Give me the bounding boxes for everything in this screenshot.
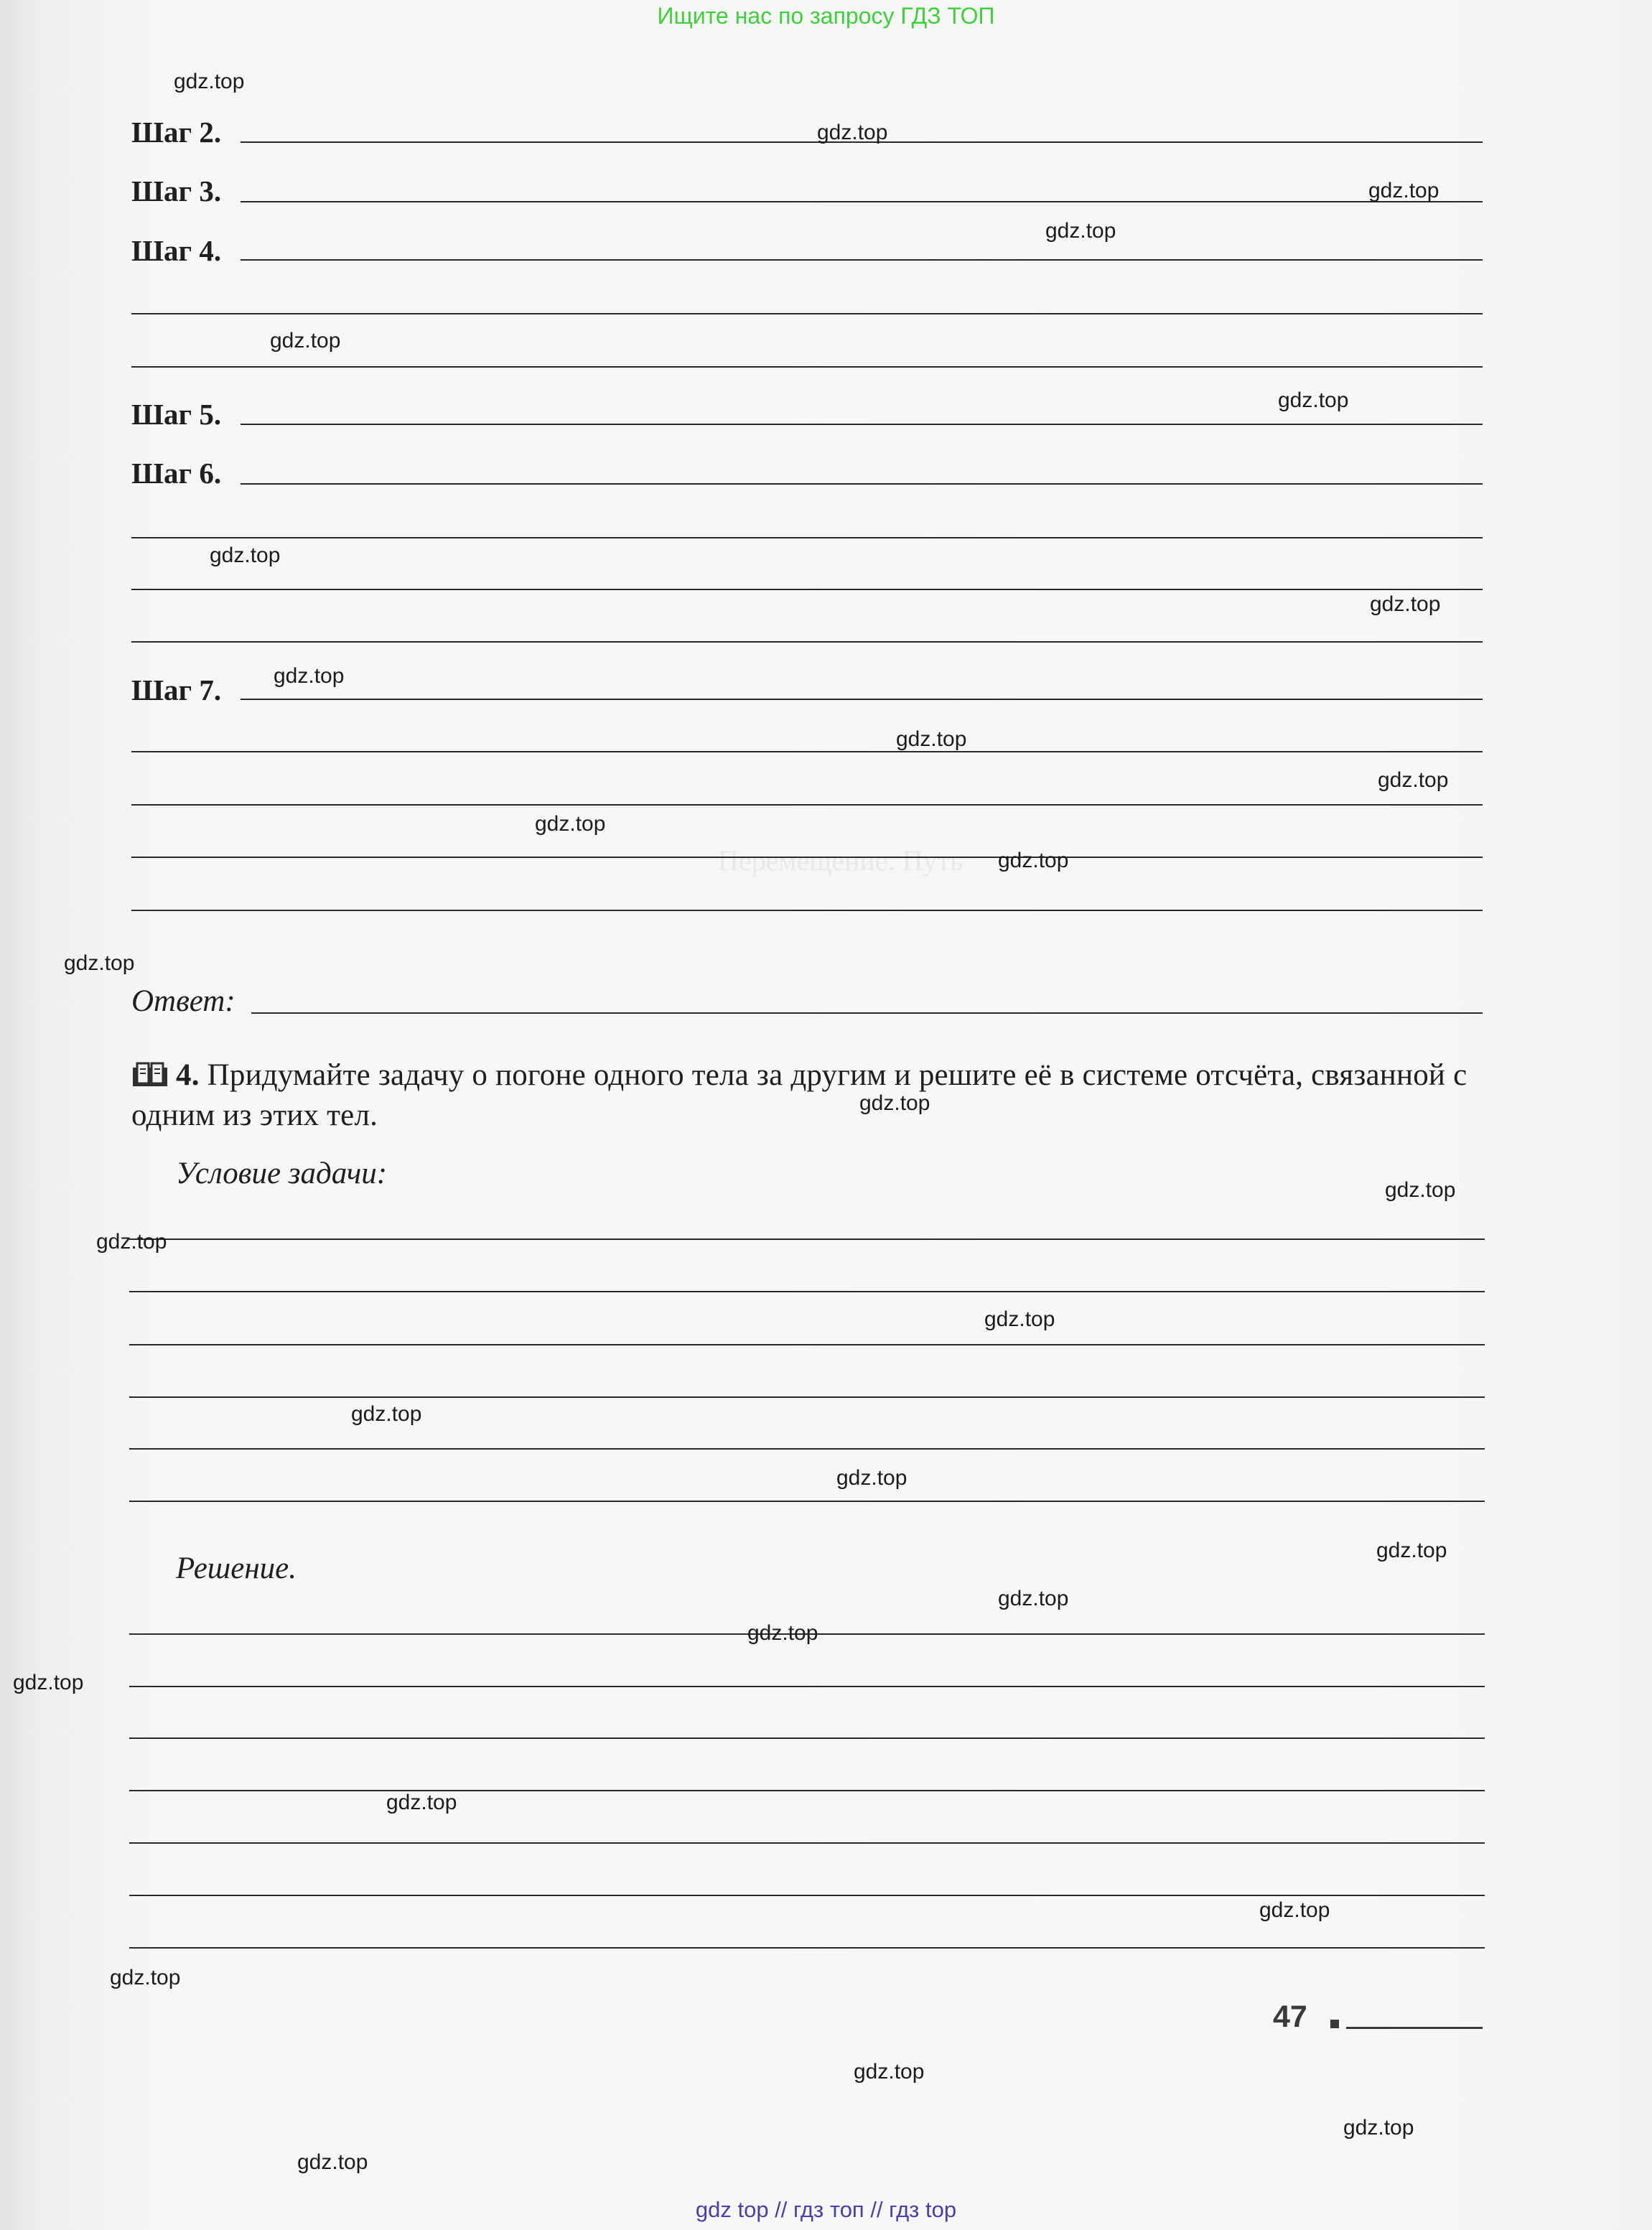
watermark: gdz.top: [210, 543, 281, 567]
answer-line[interactable]: [129, 1842, 1485, 1844]
page-number: 47: [1273, 2000, 1307, 2034]
watermark: gdz.top: [1045, 219, 1116, 243]
answer-line[interactable]: [129, 1790, 1485, 1791]
answer-line[interactable]: [129, 1448, 1485, 1450]
step-3-label: Шаг 3.: [131, 174, 222, 207]
answer-line[interactable]: [131, 366, 1483, 368]
task-text: Придумайте задачу о погоне одного тела за другим и решите её в системе отсчёта, связанной с одним из этих тел.: [131, 1058, 1467, 1132]
answer-line[interactable]: [131, 910, 1483, 911]
watermark: gdz.top: [1259, 1898, 1330, 1922]
answer-label: Ответ:: [131, 984, 235, 1018]
answer-line[interactable]: [251, 1012, 1483, 1014]
watermark: gdz.top: [1385, 1178, 1456, 1202]
watermark: gdz.top: [297, 2150, 368, 2174]
condition-label: Условие задачи:: [176, 1157, 388, 1190]
watermark: gdz.top: [817, 121, 888, 144]
bleed-through: Перемещение. Путь: [718, 844, 963, 877]
watermark: gdz.top: [351, 1402, 422, 1426]
answer-line[interactable]: [131, 537, 1483, 538]
task-number: 4.: [176, 1058, 200, 1092]
step-5-label: Шаг 5.: [131, 398, 222, 431]
answer-line[interactable]: [129, 1895, 1485, 1896]
answer-line[interactable]: [131, 857, 1483, 858]
watermark: gdz.top: [535, 812, 606, 836]
answer-line[interactable]: [129, 1737, 1485, 1739]
answer-line[interactable]: [129, 1686, 1485, 1687]
step-2-label: Шаг 2.: [131, 116, 222, 149]
solution-label: Решение.: [176, 1552, 297, 1585]
answer-line[interactable]: [241, 699, 1483, 700]
watermark: gdz.top: [386, 1791, 457, 1814]
page-number-rule: [1346, 2027, 1483, 2029]
watermark: gdz.top: [1368, 179, 1439, 202]
answer-line[interactable]: [129, 1344, 1485, 1345]
watermark: gdz.top: [984, 1307, 1055, 1331]
watermark: gdz.top: [1378, 768, 1449, 792]
watermark: gdz.top: [836, 1466, 907, 1490]
watermark: gdz.top: [896, 727, 967, 751]
watermark: gdz.top: [64, 951, 135, 975]
answer-line[interactable]: [129, 1291, 1485, 1292]
answer-line[interactable]: [131, 751, 1483, 752]
book-icon: [131, 1062, 169, 1088]
watermark: gdz.top: [270, 329, 341, 353]
answer-line[interactable]: [129, 1396, 1485, 1398]
answer-line[interactable]: [129, 1238, 1485, 1240]
watermark: gdz.top: [859, 1091, 930, 1115]
watermark: gdz.top: [1376, 1539, 1447, 1562]
answer-line[interactable]: [241, 483, 1483, 485]
watermark: gdz.top: [96, 1230, 167, 1254]
watermark: gdz.top: [1343, 2116, 1414, 2140]
watermark: gdz.top: [1370, 592, 1441, 616]
answer-line[interactable]: [241, 259, 1483, 261]
watermark: gdz.top: [998, 849, 1069, 872]
watermark: gdz.top: [174, 70, 245, 93]
top-banner[interactable]: Ищите нас по запросу ГДЗ ТОП: [657, 3, 995, 29]
answer-line[interactable]: [131, 313, 1483, 314]
page-number-marker: [1330, 2020, 1339, 2028]
answer-line[interactable]: [241, 424, 1483, 425]
watermark: gdz.top: [13, 1671, 84, 1694]
step-6-label: Шаг 6.: [131, 457, 222, 490]
answer-line[interactable]: [241, 201, 1483, 202]
watermark: gdz.top: [854, 2060, 925, 2084]
watermark: gdz.top: [1278, 388, 1349, 412]
watermark: gdz.top: [274, 664, 345, 688]
answer-line[interactable]: [129, 1501, 1485, 1502]
answer-line[interactable]: [131, 589, 1483, 590]
watermark: gdz.top: [998, 1587, 1069, 1610]
watermark: gdz.top: [110, 1966, 181, 1989]
watermark: gdz.top: [747, 1621, 818, 1645]
step-7-label: Шаг 7.: [131, 673, 222, 706]
answer-line[interactable]: [131, 804, 1483, 806]
answer-line[interactable]: [129, 1947, 1485, 1949]
task-4: [131, 1055, 1488, 1136]
bottom-banner[interactable]: gdz top // гдз топ // гдз top: [695, 2197, 957, 2222]
answer-line[interactable]: [131, 641, 1483, 643]
step-4-label: Шаг 4.: [131, 234, 222, 267]
